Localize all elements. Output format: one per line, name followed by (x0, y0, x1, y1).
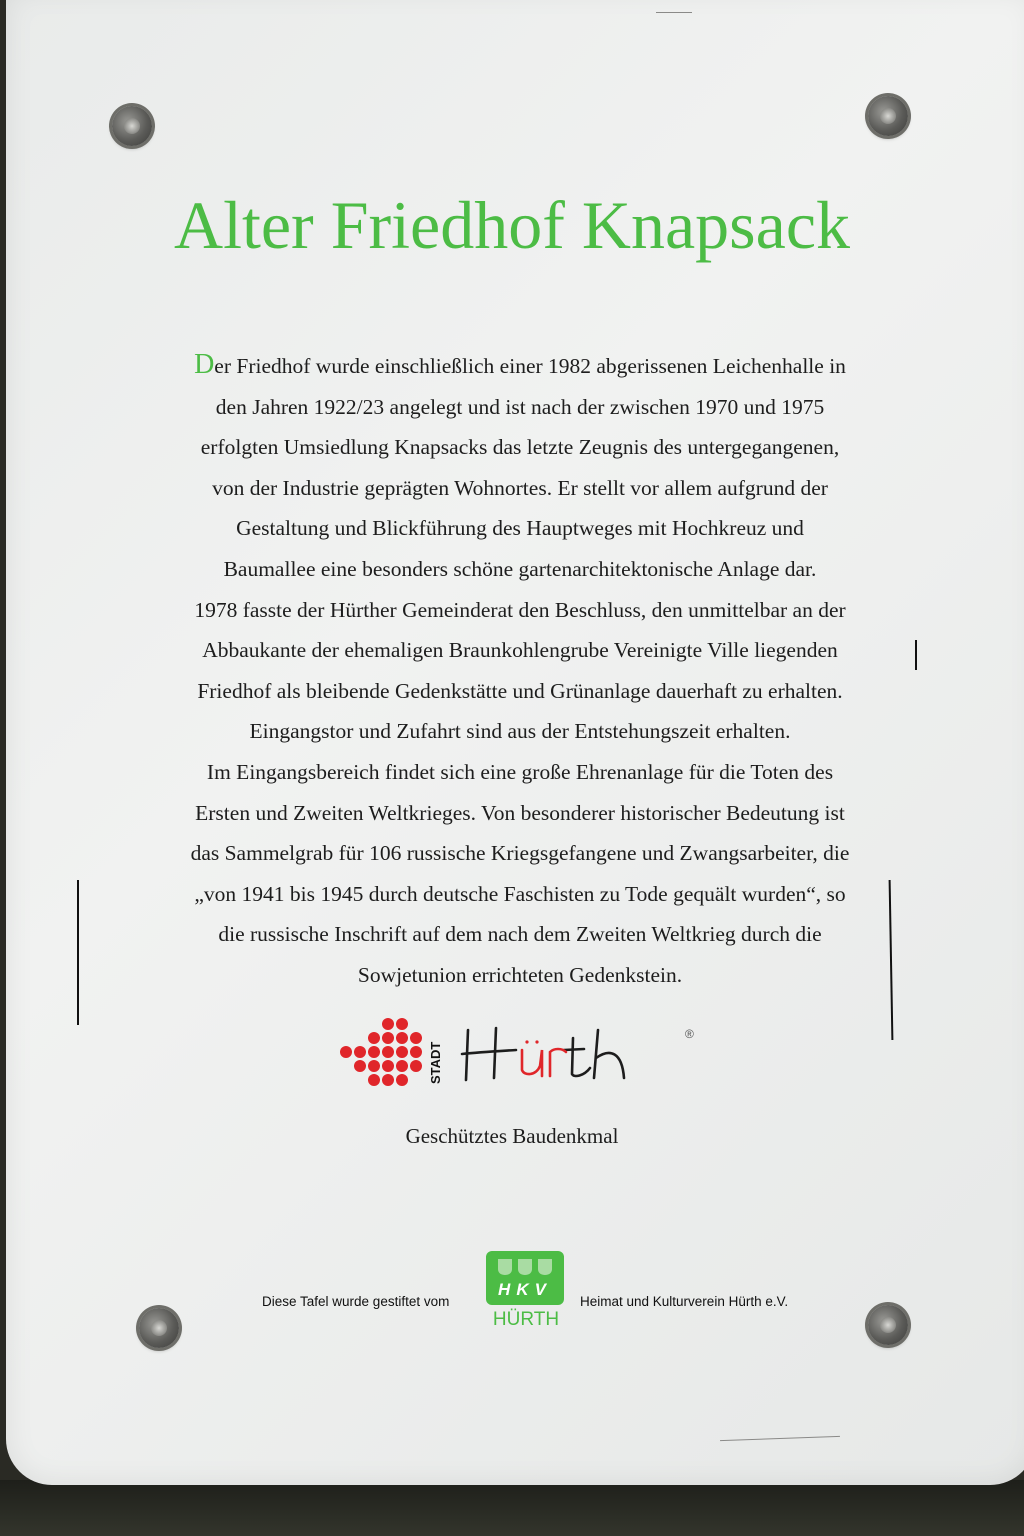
scratch-mark-top (656, 12, 692, 13)
logo-dot-grid (340, 1018, 422, 1086)
protected-monument-caption: Geschütztes Baudenkmal (405, 1124, 619, 1148)
body-line: 1978 fasste der Hürther Gemeinderat den Beschluss, den unmittelbar an der (194, 597, 846, 622)
body-line: Baumallee eine besonders schöne gartenarchitektonische Anlage dar. (223, 556, 817, 581)
scratch-mark-small (915, 640, 917, 670)
logo-uer-script (522, 1049, 566, 1076)
body-line: Friedhof als bleibende Gedenkstätte und Grünanlage dauerhaft zu erhalten. (197, 678, 843, 703)
body-line: Eingangstor und Zufahrt sind aus der Entstehungszeit erhalten. (249, 719, 791, 744)
logo-registered-mark: ® (685, 1027, 694, 1041)
dropcap: D (194, 349, 215, 380)
plaque-title: Alter Friedhof Knapsack (173, 187, 850, 263)
body-line: Ersten und Zweiten Weltkrieges. Von besonderer historischer Bedeutung ist (195, 800, 845, 825)
body-line: Im Eingangsbereich findet sich eine große Ehrenanlage für die Toten des (206, 759, 834, 784)
body-line: den Jahren 1922/23 angelegt und ist nach der zwischen 1970 und 1975 (215, 394, 825, 419)
body-line: „von 1941 bis 1945 durch deutsche Faschisten zu Tode gequält wurden“, so (194, 881, 846, 906)
scratch-mark-left (77, 880, 79, 1025)
hkv-letters: HKV (498, 1280, 552, 1299)
screw-bottom-left (139, 1308, 179, 1348)
donor-text-right: Heimat und Kulturverein Hürth e.V. (580, 1294, 789, 1309)
logo-stadt-text: STADT (428, 1041, 443, 1084)
hkv-logo (484, 1249, 568, 1331)
body-line-text: er Friedhof wurde einschließlich einer 1982 abgerissenen Leichenhalle in (214, 354, 846, 378)
screw-top-right (868, 96, 908, 136)
body-line (130, 345, 910, 387)
stadt-huerth-logo (340, 1018, 710, 1098)
body-line: Gestaltung und Blickführung des Hauptweges mit Hochkreuz und (236, 516, 804, 541)
screw-bottom-right (868, 1305, 908, 1345)
screw-top-left (112, 106, 152, 146)
ground-background (0, 1480, 1024, 1536)
plaque-body (130, 345, 910, 996)
body-line: die russische Inschrift auf dem nach dem Zweiten Weltkrieg durch die (218, 922, 822, 947)
body-line: Abbaukante der ehemaligen Braunkohlengrube Vereinigte Ville liegenden (202, 638, 838, 663)
body-line: erfolgten Umsiedlung Knapsacks das letzte Zeugnis des untergegangenen, (200, 435, 840, 460)
body-line: Sowjetunion errichteten Gedenkstein. (357, 962, 683, 987)
body-line: von der Industrie geprägten Wohnortes. Er stellt vor allem aufgrund der (212, 475, 828, 500)
hkv-city: HÜRTH (492, 1309, 560, 1330)
body-line: das Sammelgrab für 106 russische Kriegsgefangene und Zwangsarbeiter, die (190, 841, 850, 866)
donor-text-left: Diese Tafel wurde gestiftet vom (262, 1294, 450, 1309)
